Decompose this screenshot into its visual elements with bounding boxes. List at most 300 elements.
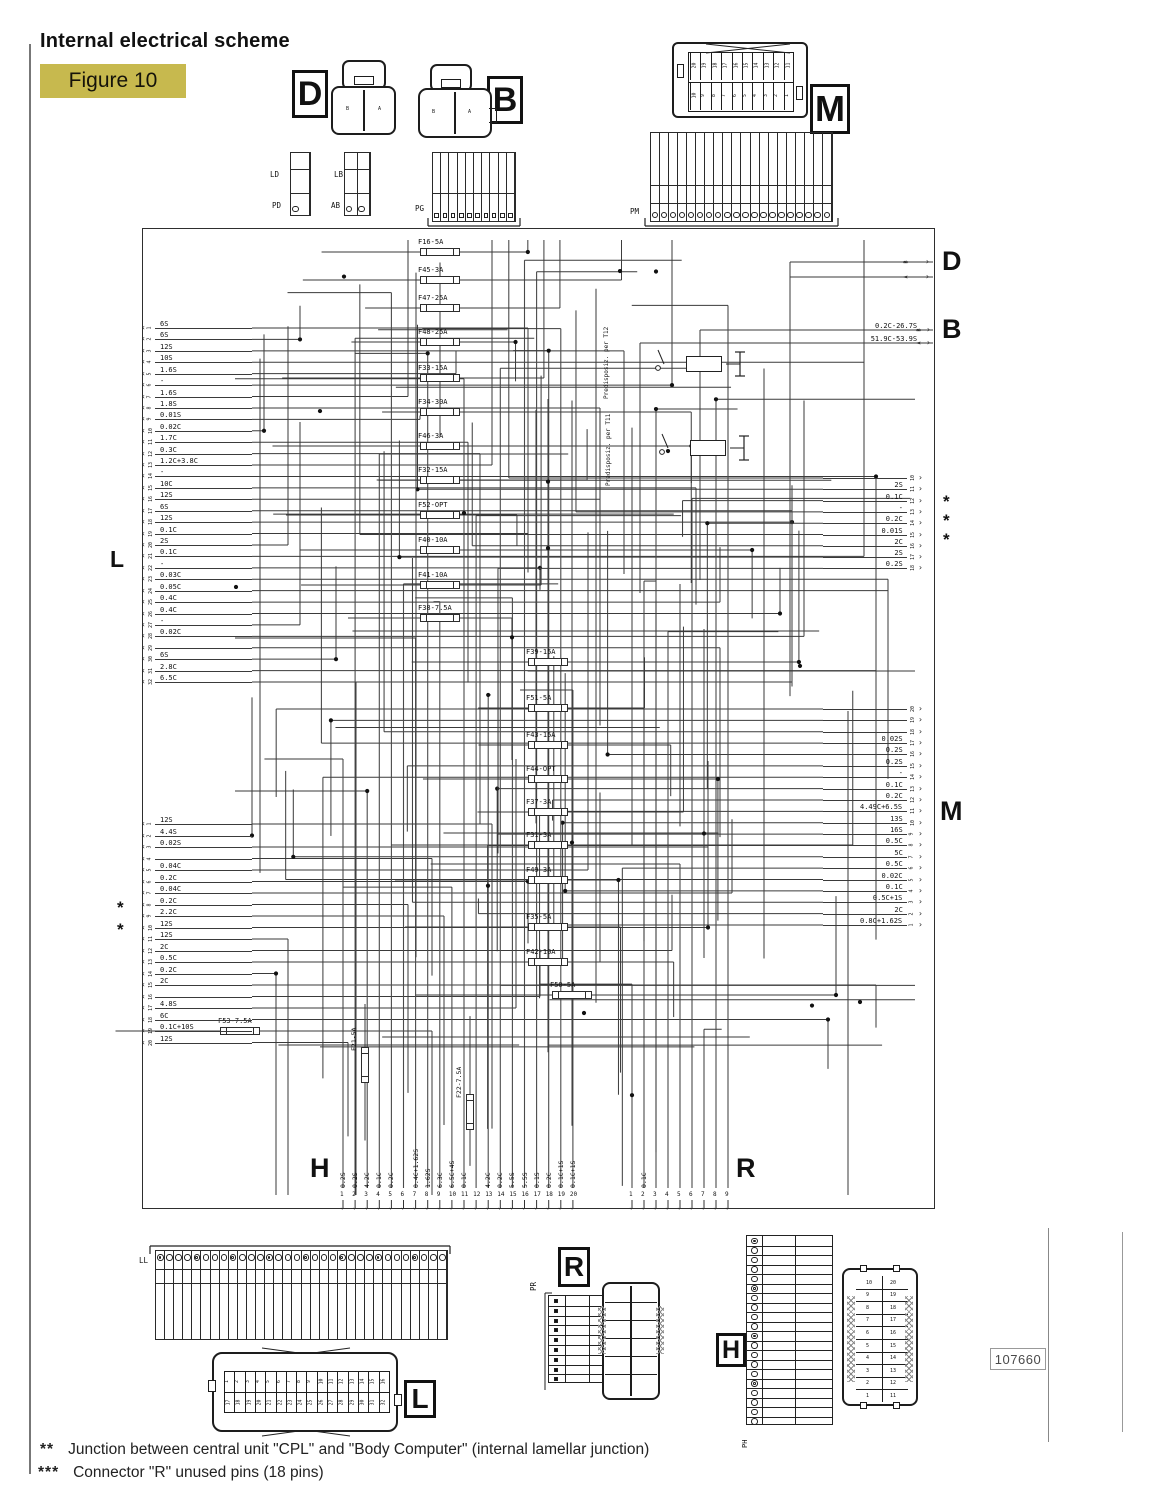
fuse-label: F37-3A bbox=[526, 798, 552, 806]
l-face-pin: 11 bbox=[329, 1378, 335, 1385]
l-face-pin: 7 bbox=[286, 1380, 292, 1383]
pin-number: 5 bbox=[146, 372, 153, 376]
wire-gauge-label: 2C bbox=[894, 905, 903, 914]
pm-label: PM bbox=[630, 207, 640, 216]
l-face-pin: 8 bbox=[297, 1380, 303, 1383]
pin-number: 13 bbox=[910, 785, 917, 792]
terminal-ring bbox=[403, 1254, 410, 1261]
l-face-pin: 28 bbox=[339, 1399, 345, 1406]
pin-wire bbox=[823, 811, 907, 812]
pin-wire bbox=[155, 836, 252, 837]
terminal-square bbox=[492, 213, 497, 218]
pin-number: 11 bbox=[461, 1191, 469, 1198]
terminal-ring bbox=[751, 1257, 758, 1264]
fuse-tick bbox=[453, 375, 454, 381]
fuse-tick bbox=[426, 512, 427, 518]
wire-gauge-label: 2C bbox=[894, 537, 903, 546]
fuse-tick bbox=[561, 659, 562, 665]
fuse-label: F33-15A bbox=[418, 364, 448, 372]
strip-cell bbox=[247, 1251, 256, 1339]
terminal-ring bbox=[184, 1254, 191, 1261]
ph-row bbox=[747, 1293, 832, 1294]
pin-arrow-down: ⌄ bbox=[665, 1204, 670, 1211]
fuse-tick bbox=[426, 339, 427, 345]
terminal-square bbox=[467, 213, 472, 218]
wire-gauge-label: 0.5C bbox=[160, 954, 177, 962]
strip-cell bbox=[482, 153, 490, 221]
pin-wire bbox=[823, 880, 907, 881]
fuse-F39-15A bbox=[528, 658, 568, 666]
fuse-label: F48-25A bbox=[418, 328, 448, 336]
pin-number: 8 bbox=[146, 902, 153, 907]
ph-row bbox=[747, 1379, 832, 1380]
strip-cell bbox=[229, 1251, 238, 1339]
pin-arrow-left: ‹ bbox=[141, 888, 146, 897]
fuse-tick bbox=[453, 582, 454, 588]
fuse-label: F45-3A bbox=[418, 266, 444, 274]
fuse-tick bbox=[534, 742, 535, 748]
wire-gauge-label: 5C bbox=[894, 848, 903, 857]
pin-number: 7 bbox=[908, 855, 915, 859]
fuse-F52-OPT bbox=[420, 511, 460, 519]
fuse-tick bbox=[453, 305, 454, 311]
pin-arrow-right: › bbox=[918, 506, 923, 516]
fuse-F22-7.5A bbox=[466, 1094, 474, 1130]
fuse-label: F49-3A bbox=[526, 866, 552, 874]
pin-arrow-left: ‹ bbox=[141, 460, 146, 470]
strip-cell bbox=[778, 133, 787, 221]
strip-cell bbox=[174, 1251, 183, 1339]
strip-cell bbox=[678, 133, 687, 221]
terminal-ring-inner bbox=[413, 1256, 416, 1259]
strip-cell bbox=[329, 1251, 338, 1339]
pin-number: 20 bbox=[148, 1039, 155, 1046]
terminal-square bbox=[475, 213, 480, 218]
pin-wire bbox=[155, 579, 252, 580]
m-face-pin: 7 bbox=[722, 94, 728, 97]
pin-arrow-left: ‹ bbox=[141, 1026, 146, 1035]
pg-label: PG bbox=[415, 204, 425, 213]
terminal-ring bbox=[760, 212, 767, 219]
pin-arrow-down: ⌄ bbox=[521, 1204, 526, 1211]
pin-number: 12 bbox=[148, 450, 155, 457]
terminal-ring bbox=[312, 1254, 319, 1261]
pin-number: 5 bbox=[908, 878, 915, 882]
pin-arrow-right: › bbox=[918, 484, 923, 494]
strip-cell bbox=[796, 133, 805, 221]
wire-gauge-label: 10C bbox=[160, 479, 173, 488]
pin-number: 25 bbox=[148, 599, 155, 606]
fuse-tick bbox=[426, 443, 427, 449]
pin-arrow-left: ‹ bbox=[141, 934, 146, 943]
terminal-square bbox=[443, 213, 448, 218]
pin-number: 10 bbox=[910, 819, 917, 826]
fuse-tick bbox=[534, 924, 535, 930]
fuse-tick bbox=[561, 809, 562, 815]
terminal-square bbox=[459, 213, 464, 218]
h-face-pin: 18 bbox=[890, 1304, 897, 1311]
wire-gauge-label: 0.2C bbox=[496, 1172, 505, 1188]
wire-gauge-label: 1.7C bbox=[160, 434, 177, 443]
pin-wire bbox=[155, 636, 252, 637]
h-face-pin: 19 bbox=[890, 1292, 897, 1299]
wire-gauge-label: 0.02C bbox=[160, 628, 182, 637]
wire-gauge-label: 12S bbox=[160, 342, 173, 351]
fuse-F49-3A bbox=[528, 876, 568, 884]
pin-arrow-right: › bbox=[918, 518, 923, 528]
fuse-tick bbox=[453, 277, 454, 283]
strip-divider bbox=[156, 1269, 447, 1270]
strip-cell bbox=[238, 1251, 247, 1339]
ph-row bbox=[747, 1255, 832, 1256]
pin-arrow-down: ⌄ bbox=[725, 1204, 730, 1211]
pin-arrow-left: ‹ bbox=[141, 437, 146, 447]
pin-arrow-down: ⌄ bbox=[425, 1204, 429, 1211]
pin-number: 1 bbox=[146, 822, 153, 826]
wire-gauge-label: 0.02S bbox=[881, 735, 903, 744]
ll-label: LL bbox=[139, 1256, 149, 1265]
pin-number: 6 bbox=[146, 879, 153, 884]
wire-gauge-label: 0.01S bbox=[881, 526, 903, 535]
l-face-pin: 22 bbox=[277, 1399, 283, 1406]
pin-number: 7 bbox=[146, 891, 153, 895]
pin-wire bbox=[155, 488, 252, 489]
pin-arrow-right: › bbox=[926, 338, 931, 347]
pin-number: 13 bbox=[910, 508, 917, 515]
h-face-pin: 12 bbox=[890, 1380, 897, 1387]
pin-arrow-right: › bbox=[918, 783, 923, 793]
pin-wire bbox=[155, 511, 252, 512]
pin-arrow-right: › bbox=[918, 540, 923, 550]
pin-arrow-right: › bbox=[918, 817, 923, 827]
wire-gauge-label: 10S bbox=[160, 354, 173, 363]
h-face-pin: 16 bbox=[890, 1329, 897, 1336]
fuse-tick bbox=[561, 705, 562, 711]
fuse-label: F47-25A bbox=[418, 294, 448, 302]
pin-wire bbox=[823, 789, 907, 790]
h-face-tab bbox=[893, 1402, 900, 1409]
pin-number: 7 bbox=[146, 395, 153, 399]
pin-arrow-right: › bbox=[918, 863, 923, 873]
pin-wire bbox=[155, 951, 252, 952]
pin-arrow-right: › bbox=[918, 908, 923, 918]
strip-cell bbox=[466, 153, 474, 221]
fuse-tick bbox=[453, 547, 454, 553]
connector-h-block-label: H bbox=[716, 1333, 746, 1367]
pin-arrow-left: ‹ bbox=[141, 334, 146, 344]
l-face-pin: 23 bbox=[288, 1399, 294, 1406]
pin-arrow-left: ‹ bbox=[141, 654, 146, 664]
pin-arrow-left: ‹ bbox=[141, 865, 146, 874]
pr-terminal bbox=[554, 1358, 558, 1362]
pin-number: 14 bbox=[497, 1191, 505, 1198]
terminal-ring-inner bbox=[753, 1287, 756, 1290]
pin-arrow-right: › bbox=[918, 840, 923, 850]
h-face-tab bbox=[893, 1265, 900, 1272]
m-face-pin: 2 bbox=[774, 94, 780, 97]
pin-number: 13 bbox=[485, 1191, 493, 1198]
wire-gauge-label: 0.2S bbox=[339, 1172, 347, 1188]
pr-col bbox=[589, 1296, 590, 1382]
pin-wire bbox=[155, 602, 252, 603]
wire-gauge-label: 0.01S bbox=[160, 411, 182, 420]
pin-wire bbox=[823, 857, 907, 858]
pin-number: 15 bbox=[910, 762, 917, 769]
terminal-ring bbox=[751, 1276, 758, 1283]
asterisk-marker: * bbox=[117, 898, 124, 917]
pin-wire bbox=[155, 893, 252, 894]
fuse-tick bbox=[426, 615, 427, 621]
page-right-rule-2 bbox=[1122, 1232, 1123, 1432]
l-face-pin: 16 bbox=[380, 1378, 386, 1385]
terminal-ring bbox=[166, 1254, 173, 1261]
pr-row bbox=[549, 1365, 609, 1366]
m-face-pin: 18 bbox=[713, 62, 719, 69]
l-face-pin: 17 bbox=[226, 1399, 232, 1406]
terminal-ring bbox=[688, 212, 695, 219]
pin-arrow-down: ⌄ bbox=[376, 1204, 381, 1211]
fuse-F37-3A bbox=[528, 808, 568, 816]
terminal-ring bbox=[751, 1390, 758, 1397]
pin-arrow-left: ‹ bbox=[141, 991, 146, 1001]
pin-arrow-left: ‹ bbox=[141, 968, 146, 978]
strip-cell bbox=[411, 1251, 420, 1339]
pin-wire bbox=[155, 1008, 252, 1009]
pin-arrow-right: › bbox=[918, 726, 923, 736]
terminal-ring bbox=[751, 1342, 758, 1349]
strip-cell bbox=[374, 1251, 383, 1339]
pin-wire bbox=[823, 546, 907, 547]
pin-number: 13 bbox=[148, 462, 155, 469]
m-face-pin: 16 bbox=[733, 62, 739, 69]
terminal-ring bbox=[652, 212, 659, 219]
pin-arrow-left: ‹ bbox=[141, 414, 146, 424]
fuse-label: F42-10A bbox=[526, 948, 556, 956]
terminal-ring bbox=[751, 1399, 758, 1406]
fuse-F32-15A bbox=[420, 476, 460, 484]
pin-wire bbox=[155, 499, 252, 500]
ph-row bbox=[747, 1388, 832, 1389]
pin-wire bbox=[823, 834, 907, 835]
pin-wire bbox=[823, 720, 907, 721]
h-face-tab bbox=[860, 1265, 867, 1272]
fuse-label: F53-7.5A bbox=[218, 1017, 252, 1025]
pin-arrow-left: ‹ bbox=[141, 528, 146, 538]
connector-h-face bbox=[842, 1268, 918, 1406]
pin-wire bbox=[155, 648, 252, 649]
pin-wire bbox=[823, 777, 907, 778]
pin-wire bbox=[823, 709, 907, 710]
ph-row bbox=[747, 1312, 832, 1313]
strip-cell bbox=[220, 1251, 229, 1339]
pin-wire bbox=[155, 928, 252, 929]
pin-arrow-left: ‹ bbox=[141, 631, 146, 641]
strip-cell bbox=[402, 1251, 411, 1339]
pin-arrow-down: ⌄ bbox=[473, 1204, 478, 1211]
pin-wire bbox=[155, 545, 252, 546]
pin-arrow-down: ⌄ bbox=[449, 1204, 453, 1211]
strip-cell bbox=[265, 1251, 274, 1339]
strip-cell bbox=[338, 1251, 347, 1339]
wire-gauge-label: 0.02S bbox=[160, 839, 182, 847]
pin-number: 9 bbox=[146, 417, 153, 421]
pin-wire bbox=[155, 824, 252, 825]
wire-gauge-label: 0.1C+1S bbox=[568, 1160, 577, 1188]
pin-arrow-left: ‹ bbox=[141, 562, 146, 572]
strip-cell bbox=[438, 1251, 447, 1339]
pin-arrow-left: ‹ bbox=[141, 482, 146, 492]
terminal-square bbox=[434, 213, 439, 218]
terminal-ring bbox=[175, 1254, 182, 1261]
pin-number: 2 bbox=[908, 912, 915, 916]
l-face-pin: 26 bbox=[319, 1399, 325, 1406]
fuse-label: F41-10A bbox=[418, 571, 448, 579]
wire-gauge-label: 0.2C bbox=[160, 896, 177, 905]
pin-wire bbox=[823, 568, 907, 569]
pr-row bbox=[549, 1355, 609, 1356]
terminal-ring bbox=[751, 1266, 758, 1273]
pin-wire bbox=[155, 328, 252, 329]
strip-cell bbox=[490, 153, 498, 221]
fuse-label: F40-10A bbox=[418, 536, 448, 544]
pin-arrow-right: › bbox=[918, 473, 923, 482]
pin-arrow-right: › bbox=[918, 874, 923, 884]
wire-gauge-label: 5.5S bbox=[508, 1172, 517, 1188]
pin-number: 18 bbox=[148, 1016, 155, 1023]
pin-arrow-left: ‹ bbox=[141, 494, 146, 504]
footnote-2 bbox=[38, 1464, 324, 1482]
m-face-pin: 19 bbox=[702, 62, 708, 69]
pin-arrow-down: ⌄ bbox=[400, 1204, 405, 1211]
pin-wire bbox=[155, 847, 252, 848]
doc-number: 107660 bbox=[990, 1348, 1046, 1370]
pin-letter: B bbox=[903, 260, 910, 264]
strip-cell bbox=[669, 133, 678, 221]
pin-wire bbox=[155, 625, 252, 626]
h-face-pin: 17 bbox=[890, 1317, 897, 1324]
h-face-pin: 5 bbox=[866, 1342, 870, 1349]
pin-arrow-left: ‹ bbox=[141, 957, 146, 966]
strip-cell bbox=[392, 1251, 401, 1339]
b-cavity-a: A bbox=[468, 109, 472, 115]
l-face-pin: 24 bbox=[298, 1399, 304, 1406]
m-face-pin: 1 bbox=[784, 94, 790, 97]
pin-wire bbox=[155, 1043, 252, 1044]
pin-number: 2 bbox=[146, 337, 153, 341]
pin-arrow-left: ‹ bbox=[141, 1037, 146, 1047]
pin-wire bbox=[155, 374, 252, 375]
strip-cell bbox=[165, 1251, 174, 1339]
pin-number: 4 bbox=[146, 360, 153, 364]
side-letter-l: L bbox=[110, 546, 125, 572]
pin-number: 10 bbox=[910, 474, 917, 482]
h-face-mid bbox=[882, 1276, 883, 1402]
strip-cell bbox=[347, 1251, 356, 1339]
fuse-tick bbox=[561, 959, 562, 965]
terminal-ring bbox=[751, 212, 758, 219]
strip-cell bbox=[345, 153, 358, 215]
l-face-pin: 15 bbox=[370, 1378, 376, 1385]
wire-gauge-label: 13S bbox=[890, 814, 903, 823]
wire-gauge-label: 1.62S bbox=[423, 1168, 432, 1188]
pin-number: 12 bbox=[910, 497, 917, 504]
wire-gauge-label: 6.3C bbox=[435, 1172, 444, 1188]
wire-gauge-label: 0.2C-26.7S bbox=[875, 322, 918, 330]
wire-gauge-label: 0.1C bbox=[160, 525, 177, 534]
pin-arrow-down: ⌄ bbox=[461, 1204, 466, 1211]
pin-wire bbox=[823, 743, 907, 744]
terminal-ring bbox=[321, 1254, 328, 1261]
terminal-ring bbox=[239, 1254, 246, 1261]
pin-arrow-down: ⌄ bbox=[340, 1204, 345, 1211]
pin-wire bbox=[155, 671, 252, 672]
strip-divider bbox=[651, 203, 832, 204]
pr-row bbox=[549, 1374, 609, 1375]
terminal-ring bbox=[670, 212, 677, 219]
terminal-ring bbox=[733, 212, 740, 219]
pin-wire bbox=[823, 535, 907, 536]
pin-number: 13 bbox=[148, 958, 155, 966]
terminal-ring bbox=[715, 212, 722, 219]
wire-gauge-label: 6.5C+4S bbox=[447, 1160, 456, 1188]
terminal-ring bbox=[751, 1371, 758, 1378]
pin-wire bbox=[155, 1031, 252, 1032]
side-letter-d: D bbox=[942, 246, 962, 276]
pin-arrow-left: ‹ bbox=[141, 642, 146, 652]
pin-arrow-left: ‹ bbox=[141, 619, 146, 629]
pin-number: 15 bbox=[509, 1191, 517, 1198]
pin-wire bbox=[155, 916, 252, 917]
terminal-ring-inner bbox=[753, 1335, 756, 1338]
pin-arrow-left: ‹ bbox=[141, 471, 146, 481]
pin-wire bbox=[155, 476, 252, 477]
pin-number: 5 bbox=[677, 1191, 681, 1198]
pin-arrow-left: ‹ bbox=[141, 368, 146, 378]
pin-arrow-right: › bbox=[926, 325, 931, 334]
fuse-F34-30A bbox=[420, 408, 460, 416]
pin-arrow-left: ‹ bbox=[141, 911, 146, 920]
m-face-pin: 20 bbox=[692, 62, 698, 69]
pin-number: 14 bbox=[910, 520, 917, 527]
fuse-tick bbox=[426, 409, 427, 415]
fuse-tick bbox=[426, 547, 427, 553]
fuse-tick bbox=[453, 615, 454, 621]
pin-arrow-left: ‹ bbox=[141, 402, 146, 412]
pin-arrow-left: ‹ bbox=[141, 539, 146, 549]
side-letter-b: B bbox=[942, 314, 962, 344]
m-face-pin: 10 bbox=[692, 92, 698, 99]
l-face-pin: 4 bbox=[255, 1380, 261, 1383]
strip-cell bbox=[760, 133, 769, 221]
terminal-ring bbox=[742, 212, 749, 219]
strip-cell bbox=[201, 1251, 210, 1339]
ph-row bbox=[747, 1246, 832, 1247]
pin-wire bbox=[823, 754, 907, 755]
pin-wire bbox=[823, 823, 907, 824]
pr-terminal bbox=[554, 1309, 558, 1313]
pin-number: 24 bbox=[148, 587, 155, 594]
pin-number: 21 bbox=[148, 553, 155, 560]
fuse-F48-25A bbox=[420, 338, 460, 346]
pin-arrow-right: › bbox=[918, 829, 923, 839]
wire-gauge-label: 4.49C+6.5S bbox=[860, 803, 903, 812]
pin-wire bbox=[155, 568, 252, 569]
strip-cell bbox=[302, 1251, 311, 1339]
terminal-ring bbox=[348, 1254, 355, 1261]
pin-number: 16 bbox=[910, 751, 917, 758]
fuse-tick bbox=[534, 959, 535, 965]
pin-number: 2 bbox=[641, 1191, 645, 1198]
